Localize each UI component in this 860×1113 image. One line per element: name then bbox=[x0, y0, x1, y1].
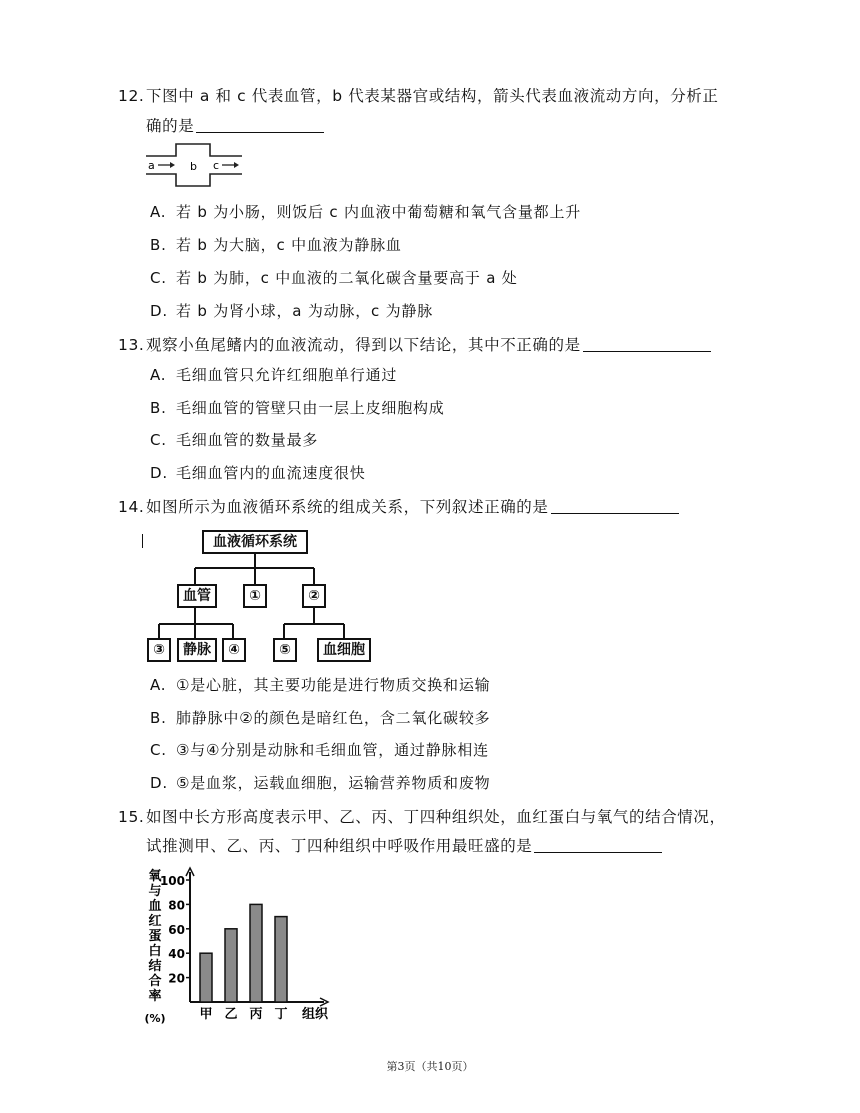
y-tick-label: 80 bbox=[168, 898, 185, 913]
vein-box: 静脉 bbox=[177, 638, 217, 662]
q12-option-d[interactable]: D. 若 b 为肾小球，a 为动脉，c 为静脉 bbox=[150, 302, 434, 320]
q14-option-d[interactable]: D. ⑤是血浆，运载血细胞，运输营养物质和废物 bbox=[150, 774, 491, 792]
y-axis-unit: (%) bbox=[144, 1012, 166, 1025]
x-category-label: 丙 bbox=[249, 1007, 263, 1022]
y-tick-label: 20 bbox=[168, 971, 185, 986]
answer-blank[interactable] bbox=[583, 336, 711, 352]
x-category-label: 丁 bbox=[274, 1007, 288, 1022]
y-tick-label: 100 bbox=[159, 874, 185, 888]
x-axis-label: 组织 bbox=[302, 1007, 329, 1022]
label-c: c bbox=[213, 159, 220, 172]
y-axis-label-char: 蛋 bbox=[148, 929, 162, 944]
q12-vessel-figure bbox=[144, 140, 244, 190]
q13-option-d[interactable]: D. 毛细血管内的血流速度很快 bbox=[150, 464, 366, 482]
y-axis-label-char: 氧 bbox=[148, 869, 162, 884]
box-1: ① bbox=[243, 584, 267, 608]
vessel-box: 血管 bbox=[177, 584, 217, 608]
x-category-label: 乙 bbox=[224, 1007, 238, 1022]
q14-option-a[interactable]: A. ①是心脏，其主要功能是进行物质交换和运输 bbox=[150, 676, 491, 694]
blood-cell-box: 血细胞 bbox=[317, 638, 371, 662]
y-axis-label-char: 与 bbox=[148, 884, 162, 899]
y-axis-label-char: 结 bbox=[148, 959, 162, 974]
q14-option-c[interactable]: C. ③与④分别是动脉和毛细血管，通过静脉相连 bbox=[150, 741, 489, 759]
y-axis-label-char: 合 bbox=[148, 974, 162, 989]
box-4: ④ bbox=[222, 638, 246, 662]
bar bbox=[250, 904, 262, 1002]
q12-number: 12. bbox=[118, 87, 145, 105]
bar bbox=[275, 917, 287, 1002]
root-box: 血液循环系统 bbox=[202, 530, 308, 554]
q13-option-b[interactable]: B. 毛细血管的管壁只由一层上皮细胞构成 bbox=[150, 399, 445, 417]
x-category-label: 甲 bbox=[199, 1007, 213, 1022]
box-3: ③ bbox=[147, 638, 171, 662]
answer-blank[interactable] bbox=[534, 837, 662, 853]
circulatory-system-diagram bbox=[142, 528, 372, 666]
answer-blank[interactable] bbox=[551, 498, 679, 514]
q13-option-c[interactable]: C. 毛细血管的数量最多 bbox=[150, 431, 319, 449]
label-a: a bbox=[148, 159, 155, 172]
y-axis-label-char: 红 bbox=[148, 914, 162, 929]
q13-option-a[interactable]: A. 毛细血管只允许红细胞单行通过 bbox=[150, 366, 398, 384]
q13-stem: 13.观察小鱼尾鳍内的血液流动，得到以下结论，其中不正确的是 bbox=[118, 333, 711, 355]
q14-option-b[interactable]: B. 肺静脉中②的颜色是暗红色，含二氧化碳较多 bbox=[150, 709, 491, 727]
q14-number: 14. bbox=[118, 498, 145, 516]
y-tick-label: 60 bbox=[168, 922, 185, 937]
q12-stem-line2: 确的是 bbox=[146, 114, 324, 136]
y-axis-label-char: 血 bbox=[148, 899, 162, 914]
q15-stem-line2: 试推测甲、乙、丙、丁四种组织中呼吸作用最旺盛的是 bbox=[146, 834, 662, 856]
q12-option-b[interactable]: B. 若 b 为大脑，c 中血液为静脉血 bbox=[150, 236, 402, 254]
q15-stem-line1: 15.如图中长方形高度表示甲、乙、丙、丁四种组织处，血红蛋白与氧气的结合情况， bbox=[118, 808, 726, 826]
q13-number: 13. bbox=[118, 336, 145, 354]
q12-option-c[interactable]: C. 若 b 为肺，c 中血液的二氧化碳含量要高于 a 处 bbox=[150, 269, 518, 287]
q14-stem: 14.如图所示为血液循环系统的组成关系，下列叙述正确的是 bbox=[118, 495, 679, 517]
box-5: ⑤ bbox=[273, 638, 297, 662]
answer-blank[interactable] bbox=[196, 117, 324, 133]
oxygen-binding-bar-chart bbox=[142, 862, 332, 1027]
bar bbox=[200, 953, 212, 1002]
y-axis-label-char: 白 bbox=[148, 944, 162, 959]
box-2: ② bbox=[302, 584, 326, 608]
page-footer: 第3页（共10页） bbox=[386, 1060, 474, 1073]
q12-stem-line1: 12.下图中 a 和 c 代表血管，b 代表某器官或结构，箭头代表血液流动方向，分析正 bbox=[118, 87, 719, 105]
q15-number: 15. bbox=[118, 808, 145, 826]
y-axis-label-char: 率 bbox=[148, 989, 162, 1004]
label-b: b bbox=[190, 160, 197, 173]
bar bbox=[225, 929, 237, 1002]
q12-option-a[interactable]: A. 若 b 为小肠，则饭后 c 内血液中葡萄糖和氧气含量都上升 bbox=[150, 203, 582, 221]
y-tick-label: 40 bbox=[168, 947, 185, 962]
